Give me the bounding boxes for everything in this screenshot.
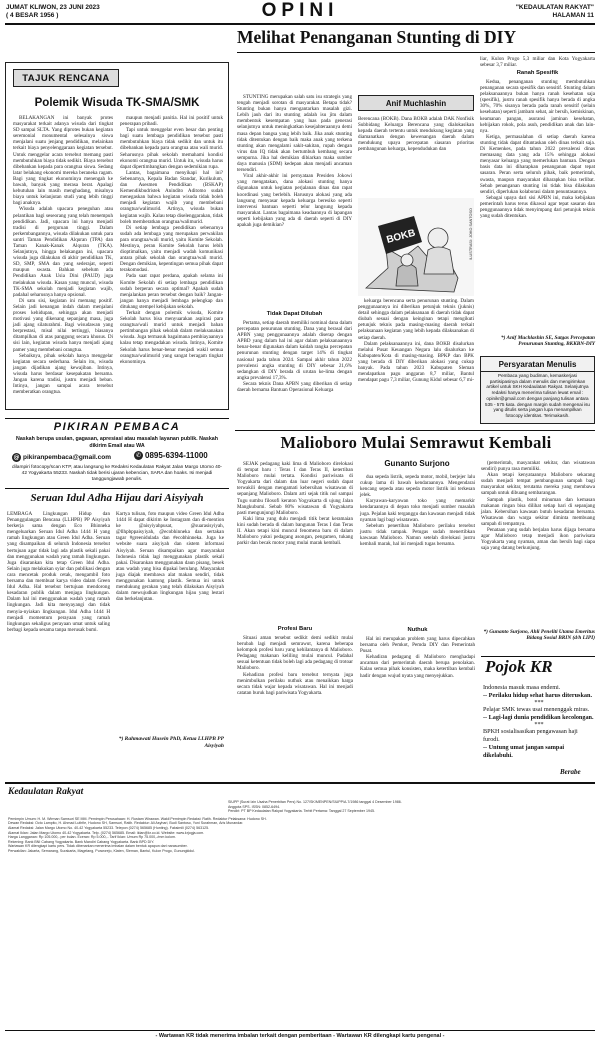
- masthead-info: [8, 800, 595, 1028]
- malioboro-author: Gunanto Surjono: [384, 459, 450, 468]
- pikiran-pembaca-title: PIKIRAN PEMBACA: [53, 421, 181, 433]
- paragraph: Kedua, penanganan stunting membutuhkan penanganan secara spesifik dan sensitif. Stunting dalam pelaksanaannya bukan hanya ranah kesehatan saja (spesifik), justru ranah spesifik hanya berada di angka 30%, 70% sisanya berada pada ranah sensitif (selain kesehatan) seperti jambam sehat, air bersih, kemiskinan, keamanan pangan, asuransi jaminan kesehatan, kebijakan rokok, pola asuh, pendidikan anak dan lain-nya.: [480, 79, 595, 134]
- masthead-line: Perwakilan: Jakarta, Semarang, Surakarta, Magelang, Purworejo, Klaten, Sleman, Bantul, Kulon Progo, Gunungkidul.: [8, 848, 195, 853]
- paragraph: Akan tetapi kenyataannya Malioboro sekarang sudah menjadi tempat pembangunan sampah bagi masyarakat sekitar, terutama mereka yang membawa sampah untuk dibuang sembarangan.: [481, 472, 595, 497]
- malioboro-signature: *) Gunanto Surjono, Ahli Peneliti Utama Emeritus Bidang Sosial BRIN (d/h LIPI): [483, 629, 595, 642]
- pojok-item: BPKH sosialisasikan pengawasan haji furodi.: [483, 728, 578, 743]
- malioboro-subhead-1: Profesi Baru: [277, 626, 313, 632]
- svg-text:BOKB: BOKB: [385, 227, 417, 246]
- paragraph: Sebagai upaya dari sisi APBN ini, maka kebijakan pemerintah harus terus dikawal agar tepat sasaran dan penggunaannya tidak menyimpang dari petunjuk teknis yang sudah ditentukan.: [480, 194, 595, 220]
- stunting-column-3-start: liar, Kulon Progo 5,3 miliar dan Kota Yogyakarta sebesar 3,7 miliar.: [480, 56, 595, 69]
- persyaratan-box: [480, 356, 595, 424]
- malioboro-column-1b: [237, 635, 353, 759]
- paragraph: Di setiap lembaga pendidikan sebenarnya sudah ada lembaga yang merupakan perwakilan para orangtua/wali murid, yaitu Komite Sekolah. Mestinya, peran Komite Sekolah harus lebih dioptimalkan, yaitu menjadi wadah komunikasi antara pihak sekolah dan orangtua/wali murid. Dengan demikian, kepentingan semua pihak dapat terakomodasi.: [120, 224, 223, 274]
- paragraph: Viral akhir-akhir ini pernyataan Presiden Jokowi yang mengatakan, dana alokasi stunting hanya digunakan untuk kegiatan perjalanan dinas dan rapat koordinasi yang berlebih. Harusnya alokasi yang ada langsung menyasar kepada keluarga beresiko seperti intervensi bantuan seperti telur langsung kepada masyarakat. Lantas bagaimana keadaannya di lapangan seperti kebijakan yang ada di daerah seperti di DIY apakah juga demikian?: [237, 173, 352, 228]
- malioboro-column-2b: [360, 636, 475, 759]
- stunting-column-2b: [358, 298, 474, 425]
- page-number: HALAMAN 11: [552, 12, 594, 19]
- email-contact[interactable]: [12, 453, 111, 462]
- issue-date-javanese: ( 4 BESAR 1956 ): [6, 12, 59, 19]
- malioboro-headline: Malioboro Mulai Semrawut Kembali: [280, 433, 552, 452]
- masthead-line: Dewan Redaksi: Octo Lampito, H. Ahmad Luthfie, Hudono SH, Samsuri, Ratih. Redaktur: Ali Asyhari, Budi Santoso, Yuni Surahman, Aris Munandar.: [8, 821, 244, 826]
- tajuk-column-2: [120, 115, 223, 407]
- pojok-response: -- Lagi-lagi dunia pendidikan kecolongan.: [483, 714, 594, 721]
- stunting-illustration: [358, 198, 474, 296]
- paragraph: keluarga berencana serta penurunan stunting. Dalam penggunaannya ini diberikan petunjuk teknis (juknis) detail sehingga dalam pelaksanaan di daerah tidak dapat diubah sesuai dengan keinginan tetapi mengikuti petunjuk teknis pada masing-masing daerah terkait pelaksanaan kegiatan yang lebih kepada dilaksanakan di setiap daerah.: [358, 298, 474, 341]
- paragraph: Kehadiran pedagang di Malioboro menghadapi ancaman dari pemerintah daerah berupa penolakan. Kalau semua pihak konsisten, maka ketertiban kembali hadir dengan wujud nyata yang menyejukkan.: [360, 654, 475, 679]
- malioboro-subhead-2: Nuthuk: [407, 627, 428, 633]
- tajuk-column-1: [13, 115, 113, 407]
- stunting-column-1: [237, 94, 352, 308]
- pojok-item: Indonesia masuk masa endemi.: [483, 684, 561, 691]
- rule: [5, 488, 229, 489]
- paragraph: Penataan yang sudah berjalan harus dijaga bersama agar Malioboro tetap menjadi ikon pariwisata Yogyakarta yang nyaman, aman dan bersih bagi siapa saja yang datang berkunjung.: [481, 527, 595, 552]
- stunting-headline: Melihat Penanganan Stunting di DIY: [237, 27, 517, 47]
- whatsapp-contact[interactable]: [134, 451, 208, 460]
- stunting-signature: *) Anif Muchlashin SE, Satgas Percepatan Penurunan Stunting, BKKBN-DIY: [501, 335, 595, 348]
- whatsapp-number[interactable]: 0895-6394-11000: [145, 451, 208, 460]
- rule: [237, 52, 595, 53]
- persyaratan-body: Pembaca yang budiman, kemaskerjasi partisipasinya dalam menulis dan mengirimkan artikel untuk SKH Kedaulatan Rakyat. Selanjutnya redaksi hanya menerima tulisan lewat email : opinikr@gmail.com dengan panjang tulisan antara 535 - 575 kata. dengan margin sudah mengenai isu yang ditulis serta jangan lupa menampilkan fotocopy identitas. Terimakasih.: [485, 373, 590, 418]
- masthead-line: Rekening: Bank BNI Cabang Yogyakarta. Bank Mandiri Cabang Yogyakarta. Bank BPD DIY.: [8, 839, 155, 844]
- malioboro-column-3: [481, 460, 595, 628]
- whatsapp-icon: ✆: [135, 452, 142, 459]
- header-rule: [5, 23, 595, 25]
- rule: [5, 418, 229, 419]
- letter-title: Seruan Idul Adha Hijau dari Aisyiyah: [30, 492, 204, 504]
- stunting-column-2: Berencana (BOKB). Dana BOKB adalah DAK Nonfisik Subbidang Keluarga Berencana yang dialokasikan kepada daerah tertentu untuk mendukung kegiatan yang diamanatkan dengan kewenangan daerah dalam mendukung upaya percepatan siasaran prioritas pembangunan keluarga, kependudukan dan: [358, 116, 474, 153]
- tajuk-headline: Polemik Wisuda TK-SMA/SMK: [34, 97, 200, 109]
- paragraph: Terkait dengan polemik wisuda, Komite Sekolah harus bisa menyuarakan aspirasi para orangtua/wali murid untuk menjadi bahan pertimbangan pihak sekolah dalam melaksanakan wisuda. Juga termasuk bagaimana pembiayaannya kalau tetap mengadakan wisuda. Intinya, Komite Sekolah harus benar-benar menjadi wakil semua orangtua/walimurid yang sangat beragam tingkat ekonominya.: [120, 310, 223, 365]
- masthead-rule: [5, 782, 595, 784]
- separator: ***: [534, 721, 544, 728]
- masthead-line: Alamat Iklan: Jalan Margo Utomo 40-42 Yogyakarta. Telp. (0274) 565685. Email: iklan@kr.co.id. Website: www.krjogja.com.: [8, 830, 205, 835]
- stunting-author: Anif Muchlashin: [358, 95, 474, 111]
- paragraph: STUNTING merupakan salah satu isu strategis yang tengah menjadi sorotan di masyarakat. Betapa tidak? Stunting bukan hanya mengantarkan masalah gizi. Lebih jauh dari itu stunting adalah isu jitu dalam membentuk kesempatan yang luas pada generasi selanjutnya untuk meningkatkan kesejahteraannya demi masa depan bangsa yang lebih baik. Jika anak stunting tidak ditentukan dengan baik maka anak yang terkena stunting akan mengalami sakit-sakitan, rupah dengan virus dan IQ tidak akan bertumbuh kembang secara sempurna. Jika hal demikian dibiarkan maka sumber daya manusia (SDM) kedepan akan menjadi ancaman tersendiri.: [237, 94, 352, 174]
- masthead-line: Wartawan KR dilengkapi kartu pers. Tidak dibenarkan menerima imbalan dalam bentuk apapun dari narasumber.: [8, 844, 188, 849]
- paper-name: "KEDAULATAN RAKYAT": [515, 4, 594, 11]
- section-title: OPINI: [261, 0, 339, 21]
- letter-signature: *) Rahmawati Husein PhD, Ketua LLHPB PP Aisyiyah: [118, 736, 224, 749]
- paragraph: Pertama, setiap daerah memiliki nominal dana dalam percepatan penurunan stunting. Dana yang berasal dari APBN yang penggunaannya adalah diserap dengan APBD yang dalam hal ini agar dalam pelaksanaannya benar-benar digunakan dalam kaidah rangka percepatan penurunan stunting dengan target 14% di tingkat nasional pada tahun 2024. Sampai akhir tahun 2022 prevalensi angka stunting di DIY sebesar 21,6% sedangkan di DIY berada di urutan ke-lima dengan angka prevalensi 17,3%.: [237, 320, 352, 381]
- paragraph: Sebelum penertiban Malioboro perilaku tersebut justru tidak tampak. Petugas sudah menertibkan kawasan Malioboro. Namun setelah direlokasi justru kembali marak, hal ini menjadi tugas bersama.: [360, 522, 475, 548]
- paragraph: Kehadiran profesi baru tersebut ternyata juga menimbulkan perilaku nuthuk atau menaikkan harga secara tidak wajar kepada wisatawan. Hal ini menjadi catatan buruk bagi pariwisata Yogyakarta.: [237, 671, 353, 696]
- masthead-line: Pendiri: PT BP Kedaulatan Rakyat Yogyakarta. Terbit Pertama: Tanggal 27 September 1945.: [228, 809, 375, 814]
- paragraph: Lantas, bagaimana menyikapi hal ini? Sebenarnya, Kepala Badan Standar, Kurikulum, dan Asesmen Pendidikan (BSKAP) Kemendikbudristek Anindito Aditomo sudah menegaskan bahwa kegiatan wisuda tidak boleh menjadi kegiatan wajib yang membebani orangtua/walimurid. Artinya, wisuda bukan kegiatan wajib. Kalau tetap diselenggarakan, tidak boleh memberatkan orangtua/walimurid.: [120, 169, 223, 225]
- paragraph: Sampah plastik, botol minuman dan kemasan makanan ringan bisa dilihat setiap hari di sepanjang jalan. Kebersihan kawasan butuh kesadaran bersama. Wisatawan dan warga sekitar diminta membuang sampah di tempatnya.: [481, 496, 595, 527]
- pojok-response: -- Untung umat jangan sampai dikelabuhi.: [483, 744, 565, 759]
- stunting-subhead-1: Tidak Dapat Dilubah: [266, 311, 323, 317]
- malioboro-column-1: [237, 461, 353, 623]
- masthead-logo: Kedaulatan Rakyat: [8, 787, 84, 797]
- paragraph: maupun menjadi panitia. Hal ini positif untuk penerapan pribadi.: [120, 115, 223, 128]
- paragraph: Hal ini merupakan problem yang harus dipecahkan bersama oleh Pemkot, Pemda DIY dan Pemerintah Pusat.: [360, 636, 475, 655]
- rule: [5, 1030, 595, 1031]
- tajuk-badge: TAJUK RENCANA: [13, 69, 119, 87]
- paragraph: Dalam pelaksanaannya ini, dana BOKB disalurkan melalui Pusat Keuangan Negara lalu disalurkan ke Kabupaten/Kota di masing-masing. BPKP dan BPK yang berada di DIY diberikan alokasi yang cukup banyak. Pada tahun 2023 Kabupaten Sleman mendapatkan pagu anggaran 8,7 miliar, Bantul mendapat pagu 7,3 miliar, Gunung Kidul sebesar 6,7 mi-: [358, 340, 474, 384]
- pojok-signature: Berabe: [560, 768, 581, 776]
- rule: [235, 430, 595, 431]
- paragraph: Secara teknis Dana APBN yang diberikan di setiap daerah bernama Bantuan Operasional Keluarga: [237, 380, 352, 394]
- pikiran-note: dilampiri fotocopy/scan KTP, atau langsung ke Redaksi Kedaulatan Rakyat Jalan Margo Utomo 40-42 Yogyakarta 55233. Naskah tidak berisi ujaran kebencian, SARA dan hoaks. Isi menjadi tanggungjawab penulis.: [11, 465, 223, 482]
- pikiran-intro: Naskah berupa usulan, gagasan, apresiasi atau masalah layanan publik. Naskah dikirim Email atau WA: [16, 436, 218, 449]
- paragraph: dua sepeda listrik, sepeda motor, mobil, berjejer lalu cukup lama di bawah kendaraannya. Mengendarai kencang sepeda atau sepeda motor listrik ini terkesan jelek.: [360, 474, 475, 499]
- paragraph: Pada saat rapat perdana, apakah selama ini Komite Sekolah di setiap lembaga pendidikan sudah berperan secara optimal? Apakah sudah menjalankan peran tersebut dengan baik? Jangan-jangan hanya menjadi lembaga pelengkap dan ditukang stempel kebijakan sekolah.: [120, 273, 223, 310]
- footer-disclaimer: - Wartawan KR tidak menerima imbalan terkait dengan pemberitaan - Wartawan KR dilengkapi kartu pengenal -: [155, 1033, 445, 1039]
- issue-date: JUMAT KLIWON, 23 JUNI 2023: [6, 4, 100, 11]
- paragraph: Kaki lima yang dulu menjadi titik berat keramaian kini sudah berada di dalam bangunan Teras I dan Teras II. Akan tetapi kini muncul fenomena baru di dalam Malioboro yakni pedagang asongan, pengamen, tukang parkir dan becak motor yang mulai marak kembali.: [237, 515, 353, 547]
- paragraph: Tapi untuk menggelar even besar dan penting bagi suatu lembaga pendidikan tersebut pasti membutuhkan biaya tidak sedikit dan untuk itu dibebankan kepada para orangtua atau wali murid. Seharusnya pihak sekolah memahami kondisi ekonomi orangtua murid. Untuk itu, wisuda harus dapat dipertimbangkan dengan sedemikian rupa.: [120, 127, 223, 170]
- paragraph: BELAKANGAN ini banyak protes masyarakat terkait adanya wisuda dari tingkat SD sampai SLTA. Yang diprotes bukan kegiatan seremonial monumental selesainya siswa menjalani suatu jenjang pendidikan, melainkan terkait biaya penyelenggaraan kegiatan tersebut. Untuk menggelar acara tersebut memang pasti membutuhkan biaya tidak sedikit. Biaya tersebut dibebankan kepada para orangtua siswa. Sedang latar belakang ekonomi mereka beraneka ragam. Bagi yang tingkat ekonominya menengah ke bawah, banyak yang merasa berat. Apalagi kebutuhan lain masih menghadang, misalnya biaya untuk kelanjutan studi yang lebih tinggi bagi anaknya.: [13, 115, 113, 207]
- paragraph: Karyawan-karyawan toko yang memarkir kendaraannya di depan toko menjadi sumber masalah juga. Pejalan kaki terganggu dan kawasan menjadi tidak nyaman lagi bagi wisatawan.: [360, 498, 475, 523]
- persyaratan-title: Persyaratan Menulis: [481, 360, 594, 372]
- pojok-kr-title: Pojok KR: [485, 657, 553, 676]
- illustration-credit: ILUSTRASI: JOKO SANTOSO: [469, 208, 473, 260]
- masthead-line: Anggota SPS. ISSN: 0852-6494.: [228, 804, 281, 809]
- masthead-line: Harga Langganan: Rp 105.000,- per bulan. Eceran: Rp 5.000,-. Tarif Iklan: Umum Rp 75.000,-/mm kolom.: [8, 835, 176, 840]
- masthead-line: Alamat Redaksi: Jalan Margo Utomo No. 40-42 Yogyakarta 55233. Telepon (0274) 565685 (Hunting). Faksimili (0274) 563125.: [8, 825, 210, 830]
- masthead-line: Pemimpin Umum: H. M. Wirman Samsuri SE MM. Pemimpin Perusahaan: H. Rustam Wirawan. Wakil Pemimpin Redaksi: Ratih. Redaktur Pelaksana: Hudono SH.: [8, 816, 267, 821]
- separator: ***: [534, 699, 544, 706]
- paragraph: Di satu sisi, kegiatan ini memang positif. Selain jadi kenangan indah dalam menjalani proses kehidupan, sehingga akan menjadi motivasi yang dikenang sepanjang masa, juga jadi ajang silaturahmi. Bagi wisudawan yang berprestasi, misal nilai tertinggi, biasanya ditampilkan di atas panggung secara khusus. Di sisi lain, kegiatan wisuda hanya menjadi ajang pamer yang membebani orangtua.: [13, 297, 113, 353]
- pojok-kr-items: [483, 684, 595, 760]
- paragraph: (pemerintah, masyarakat sekitar, dan wisatawan sendiri) punya rasa memiliki.: [481, 460, 595, 473]
- pojok-response: -- Perilaku hidup sehat harus diteruskan.: [483, 692, 592, 699]
- tajuk-rencana-box: [5, 62, 229, 410]
- email-address[interactable]: pikiranpembaca@gmail.com: [23, 454, 111, 461]
- stunting-column-1b: [237, 320, 352, 425]
- pojok-item: Pelajar SMK tewas usai menenggak miras.: [483, 706, 590, 713]
- paragraph: Situasi aman tersebut sedikit demi sedikit mulai berubah lagi menjadi semrawut, karena beberapa kelompok profesi baru yang kehilantanya di Malioboro. Pedagang makanan keliling mulai muncul. Padahal sesuai ketentuan tidak boleh lagi ada pedagang di trotoar Malioboro.: [237, 635, 353, 672]
- stunting-subhead-2: Ranah Spesifik: [516, 70, 559, 76]
- email-icon: @: [13, 454, 20, 461]
- paragraph: Wisuda adalah upacara peneguhan atau pelantikan bagi seseorang yang telah menempuh pendidikan. Jadi, upacara ini hanya menjadi tradisi di perguruan tinggi. Dalam perkembangannya, wisuda dilakukan untuk para santri Taman Pendidikan Alquran (TPA) dan Taman Kanak-Kanak Alquran (TKA). Selanjutnya, hingga belakangan ini, upacara wisuda juga dilakukan di akhir pendidikan TK, SD, SMP, SMA dan yang sederajat, seperti maupun swasta. Bahkan sebelum ada Pendidikan Anak Usia Dini (PAUD) juga melakukan wisuda. Kasan yang muncul, wisuda TK-SMA sekolah menjadi kegiatan wajib, padahal seharusnya hanya opsional.: [13, 206, 113, 298]
- paragraph: SEJAK pedagang kaki lima di Malioboro direlokasi di tempat baru : Teras I dan Teras II, ketertiban Malioboro mulai tertata. Kondisi pariwisata di Yogyakarta dari dalam dan luar negeri sudah dapat terwakili dengan mengamati kebersihan wisatawan di sepanjang Malioboro. Dalam arti sejak titik nol sampai Tugu sumbu filosofi keraton Yogyakarta di ujung Jalan Mangkubumi. Sebab 80% wisatawan di Yogyakarta pasti mengunjungi Malioboro.: [237, 461, 353, 516]
- paragraph: Ketiga, permasalahan di setiap daerah karena stunting tidak dapat dituntaskan oleh dinas terkait saja. Di Kemenkes, pada tahun 2022 prevalensi dinas memasang data yang ada 15% sehingga alokasi menyasar keluarga yang memerlukan bantuan. Dengan basis data ini diharapkan penanganan dapat tepat sasaran. Peran serta seluruh pihak, baik pemerintah, swasta, maupun masyarakat diharapkan bisa terlibat. Sebab penanganan stunting ini tidak bisa dilakukan sendiri, diperlukan kolaborasi dalam penuntasannya.: [480, 133, 595, 195]
- letter-column-2: Kartya tulisan, foto maupun video Green Idul Adha 1444 H dapat dikirim ke Instagram dan di-mention ke @aisyiyahpusat, @suarasisyiyah, @llhpbppaisyiyah, @ecobhinneka dan sertakan tagar #greenidulada dan #ecobhinneka. Juga ke website suara aisyiyah dan sistem informasi Aisyiyah. Seruan disampaikan agar masyarakat Indonesia tidak lagi menggunakan plastik sekali pakai. Disarankan menggunakan daun pisang, besek atau wadah yang bisa dipakai berulang. Masyarakat juga diajak membawa alat makan sendiri, tidak menggunakan kantong plastik. Semua ini untuk mendukung gerakan yang telah dilakukan Aisyiyah dalam mewujudkan lingkungan hijau yang lestari dan berkelanjutan.: [116, 511, 224, 603]
- paragraph: Sebaiknya, pihak sekolah hanya menggelar kegiatan secara sederhana. Selain itu, wisuda jangan dijadikan ajang kewajiban. Intinya, wisuda harus berdasar kesepakatan bersama. Jangan karena tradisi, justru menjadi beban. Intinya, jangan sampai acara tersebut memberatkan orangtua.: [13, 352, 113, 396]
- bokb-illustration: [358, 198, 474, 296]
- letter-column-1: LEMBAGA Lingkungan Hidup dan Penanggulangan Bencana (LLHPB) PP Aisyiyah berkerja sama dengan Eco Bhinneka mengeluarkan Seruan Idul Adha 1444 H yang ramah lingkungan atau Green Idul Adha. Seruan yang disampaikan di seluruh Indonesia tersebut bertujuan agar tidak lagi ada plastik sekali pakai dan menggunakan wadah yang ramah lingkungan. Juga disarankan kita tetap Green Idul Adha. Selain juga melakukan syiar dan publikasi dengan cara mencetak produk cetak, mengambil foto bersama dan membuat karya video dalam Green Idul Adha. Hal tersebut bertujuan mendorong kesadaran publik dalam menjaga lingkungan. Dalam hal ini menggunakan wadah yang ramah lingkungan. Jadi kita menyayangi dan tidak menyia-nyiakan lingkungan. Idul Adha 1444 H menjadi momentum perayaan yang ramah lingkungan sekaligus perayaan umat untuk saling berbagi kepada sesama tanpa merusak bumi.: [7, 511, 110, 633]
- stunting-column-3: [480, 79, 595, 335]
- malioboro-column-2: [360, 474, 475, 624]
- masthead-line: SIUPP (Surat Izin Usaha Penerbitan Pers) No. 127/SK/MENPEN/SIUPP/A.7/1986 tanggal 4 Desember 1986.: [228, 800, 402, 804]
